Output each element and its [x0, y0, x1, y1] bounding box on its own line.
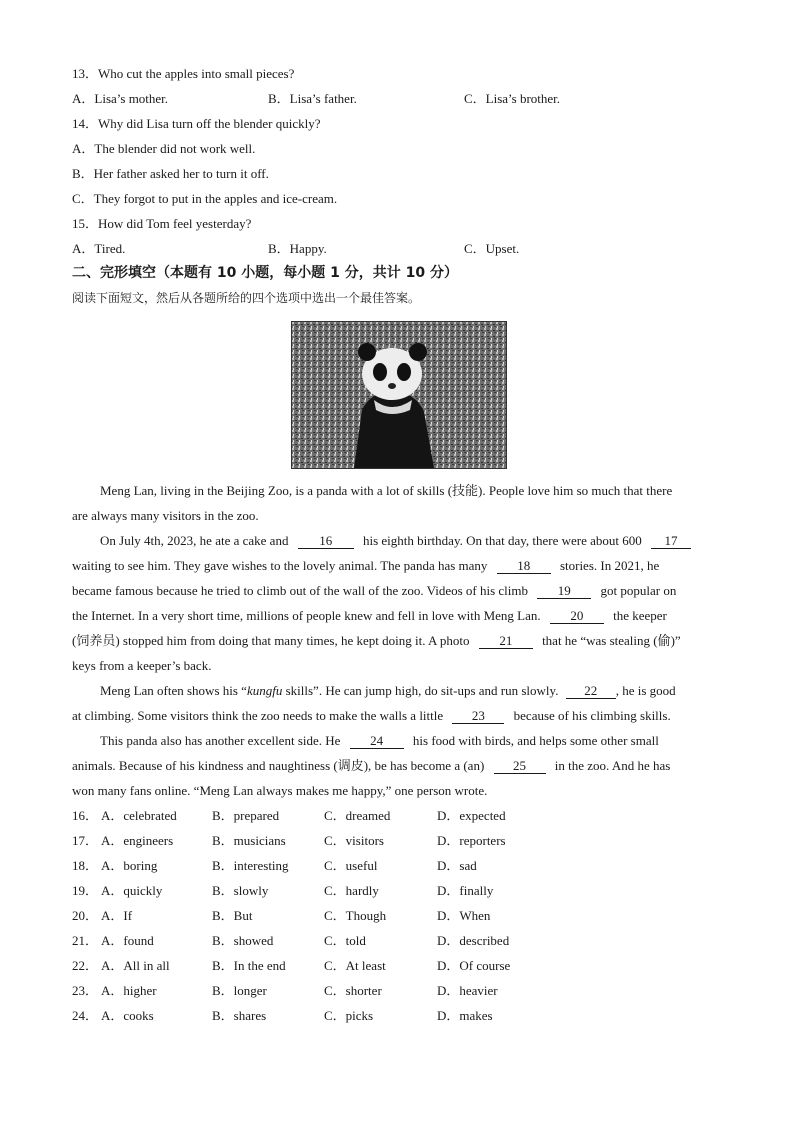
option-b: B．prepared — [212, 808, 280, 823]
q13-option-b: B．Lisa’s father. — [268, 91, 357, 106]
option-b: B．In the end — [212, 958, 286, 973]
text: got popular on — [600, 583, 677, 598]
text: his eighth birthday. On that day, there were about 600 — [362, 533, 642, 548]
question-14: 14．Why did Lisa turn off the blender quickly? — [72, 116, 321, 131]
passage-p4-line1 — [100, 733, 659, 749]
passage-p2-line6: keys from a keeper’s back. — [72, 658, 212, 673]
text: This panda also has another excellent side. He — [100, 733, 341, 748]
option-num: 19． — [72, 883, 99, 898]
option-num: 16． — [72, 808, 99, 823]
passage-p3-line2 — [72, 708, 671, 724]
text: in the zoo. And he has — [554, 758, 671, 773]
blank-22: 22 — [566, 684, 616, 699]
passage-p2-line5 — [72, 633, 681, 649]
option-c: C．dreamed — [324, 808, 391, 823]
option-a: A．boring — [101, 858, 158, 873]
q15-option-a: A．Tired. — [72, 241, 126, 256]
option-d: D．makes — [437, 1008, 493, 1023]
option-c: C．useful — [324, 858, 378, 873]
option-num: 22． — [72, 958, 99, 973]
q13-option-c: C．Lisa’s brother. — [464, 91, 561, 106]
option-c: C．Though — [324, 908, 387, 923]
blank-21: 21 — [479, 634, 533, 649]
passage-p4-line3: won many fans online. “Meng Lan always makes me happy,” one person wrote. — [72, 783, 488, 798]
text: because of his climbing skills. — [513, 708, 671, 723]
option-num: 20． — [72, 908, 99, 923]
option-d: D．sad — [437, 858, 477, 873]
option-b: B．But — [212, 908, 253, 923]
option-b: B．musicians — [212, 833, 286, 848]
section-instruction: 阅读下面短文，然后从各题所给的四个选项中选出一个最佳答案。 — [72, 291, 421, 305]
blank-20: 20 — [550, 609, 604, 624]
option-num: 23． — [72, 983, 99, 998]
passage-p2-line1 — [100, 533, 691, 549]
text: waiting to see him. They gave wishes to the lovely animal. The panda has many — [72, 558, 488, 573]
option-num: 24． — [72, 1008, 99, 1023]
kungfu-word: kungfu — [246, 683, 283, 698]
q15-option-b: B．Happy. — [268, 241, 327, 256]
passage-p4-line2 — [72, 758, 670, 774]
q14-option-b: B．Her father asked her to turn it off. — [72, 166, 269, 181]
option-num: 17． — [72, 833, 99, 848]
option-b: B．longer — [212, 983, 267, 998]
option-a: A．celebrated — [101, 808, 177, 823]
option-a: A．quickly — [101, 883, 163, 898]
passage-p2-line3 — [72, 583, 676, 599]
option-c: C．hardly — [324, 883, 379, 898]
blank-25: 25 — [494, 759, 546, 774]
question-13: 13．Who cut the apples into small pieces? — [72, 66, 295, 81]
option-b: B．slowly — [212, 883, 269, 898]
option-b: B．interesting — [212, 858, 289, 873]
blank-18: 18 — [497, 559, 551, 574]
q13-option-a: A．Lisa’s mother. — [72, 91, 169, 106]
option-d: D．reporters — [437, 833, 506, 848]
blank-17: 17 — [651, 534, 691, 549]
option-a: A．cooks — [101, 1008, 154, 1023]
passage-p3-line1 — [100, 683, 676, 699]
option-c: C．told — [324, 933, 366, 948]
option-c: C．picks — [324, 1008, 374, 1023]
text: at climbing. Some visitors think the zoo needs to make the walls a little — [72, 708, 444, 723]
question-15: 15．How did Tom feel yesterday? — [72, 216, 252, 231]
text: stories. In 2021, he — [559, 558, 660, 573]
passage-p2-line2 — [72, 558, 659, 574]
text: skills”. He can jump high, do sit-ups and run slowly. — [282, 683, 559, 698]
option-d: D．heavier — [437, 983, 498, 998]
option-a: A．engineers — [101, 833, 174, 848]
option-c: C．visitors — [324, 833, 384, 848]
q14-option-a: A．The blender did not work well. — [72, 141, 256, 156]
option-d: D．finally — [437, 883, 494, 898]
text: animals. Because of his kindness and naughtiness (调皮), be has become a (an) — [72, 758, 485, 773]
option-d: D．When — [437, 908, 491, 923]
option-a: A．higher — [101, 983, 157, 998]
section-title: 二、完形填空（本题有 10 小题，每小题 1 分，共计 10 分） — [72, 265, 458, 281]
text: that he “was stealing (偷)” — [542, 633, 681, 648]
panda-photo — [291, 321, 507, 469]
text: , he is good — [615, 683, 676, 698]
q14-option-c: C．They forgot to put in the apples and ice-cream. — [72, 191, 338, 206]
option-a: A．If — [101, 908, 133, 923]
option-d: D．described — [437, 933, 510, 948]
blank-19: 19 — [537, 584, 591, 599]
option-num: 18． — [72, 858, 99, 873]
option-b: B．showed — [212, 933, 274, 948]
option-num: 21． — [72, 933, 99, 948]
option-c: C．shorter — [324, 983, 382, 998]
text: Meng Lan often shows his “ — [100, 683, 247, 698]
text: the Internet. In a very short time, millions of people knew and fell in love with Meng Lan. — [72, 608, 541, 623]
blank-23: 23 — [452, 709, 504, 724]
option-c: C．At least — [324, 958, 386, 973]
text: (饲养员) stopped him from doing that many times, he kept doing it. A photo — [72, 633, 470, 648]
text: On July 4th, 2023, he ate a cake and — [100, 533, 289, 548]
option-d: D．expected — [437, 808, 506, 823]
passage-p2-line4 — [72, 608, 667, 624]
text: his food with birds, and helps some other small — [412, 733, 659, 748]
option-d: D．Of course — [437, 958, 511, 973]
option-b: B．shares — [212, 1008, 267, 1023]
text: the keeper — [613, 608, 667, 623]
option-a: A．found — [101, 933, 154, 948]
text: became famous because he tried to climb out of the wall of the zoo. Videos of his climb — [72, 583, 529, 598]
blank-16: 16 — [298, 534, 354, 549]
option-a: A．All in all — [101, 958, 170, 973]
passage-p1-line1: Meng Lan, living in the Beijing Zoo, is a panda with a lot of skills (技能). People love him so much that there — [100, 483, 673, 498]
q15-option-c: C．Upset. — [464, 241, 520, 256]
passage-p1-line2: are always many visitors in the zoo. — [72, 508, 259, 523]
blank-24: 24 — [350, 734, 404, 749]
